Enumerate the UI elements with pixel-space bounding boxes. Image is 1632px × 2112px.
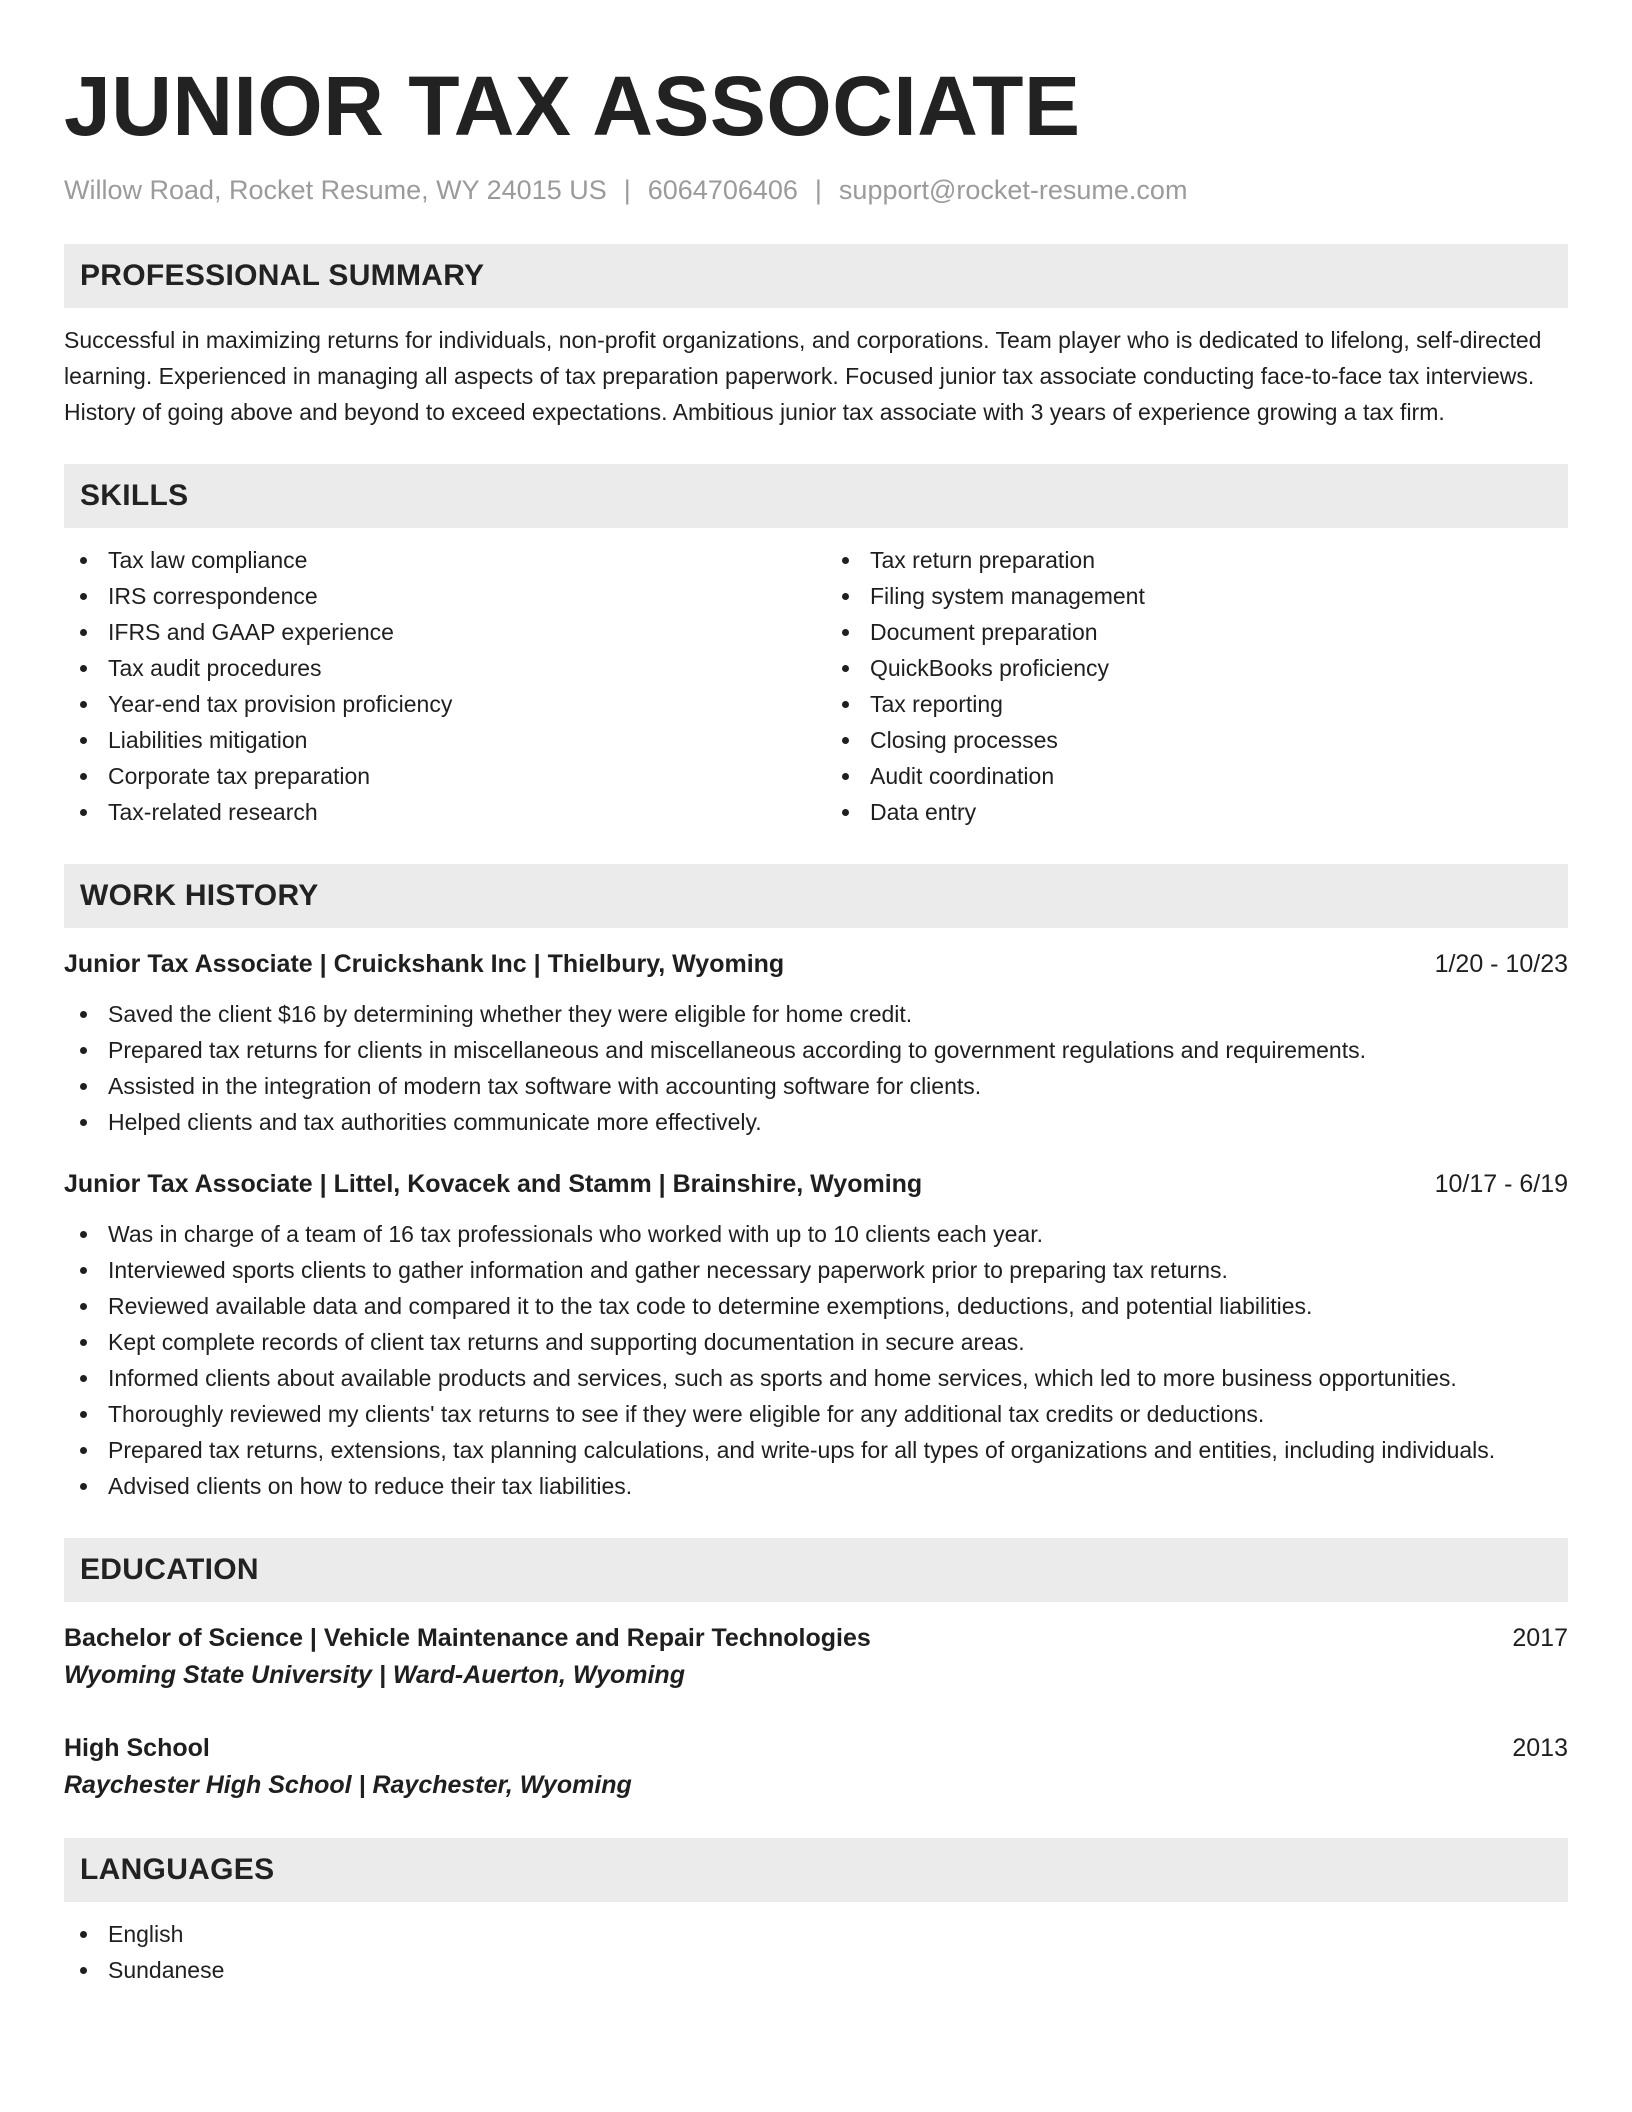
- job-bullet: Helped clients and tax authorities communicate more effectively.: [64, 1104, 1568, 1140]
- education-entry: [64, 1730, 1568, 1804]
- skill-item: Tax-related research: [64, 794, 806, 830]
- job-bullet: Informed clients about available products and services, such as sports and home services, which led to more business opportunities.: [64, 1360, 1568, 1396]
- skill-item: Year-end tax provision proficiency: [64, 686, 806, 722]
- skill-item: Tax audit procedures: [64, 650, 806, 686]
- contact-email: support@rocket-resume.com: [838, 175, 1188, 205]
- skill-item: Audit coordination: [826, 758, 1568, 794]
- job-bullet: Assisted in the integration of modern tax software with accounting software for clients.: [64, 1068, 1568, 1104]
- education-degree: High School: [64, 1734, 210, 1763]
- job-bullet: Was in charge of a team of 16 tax professionals who worked with up to 10 clients each year.: [64, 1216, 1568, 1252]
- resume-name: JUNIOR TAX ASSOCIATE: [64, 59, 1081, 153]
- job-entry: [64, 1166, 1568, 1504]
- job-bullet: Kept complete records of client tax returns and supporting documentation in secure areas.: [64, 1324, 1568, 1360]
- language-item: Sundanese: [64, 1952, 1568, 1988]
- job-title: Junior Tax Associate | Cruickshank Inc | Thielbury, Wyoming: [64, 950, 785, 979]
- job-entry: [64, 946, 1568, 1140]
- contact-phone: 6064706406: [647, 175, 798, 205]
- summary-text: Successful in maximizing returns for individuals, non-profit organizations, and corporations. Team player who is dedicated to lifelong, self-directed learning. Experienced in managing all aspects of tax preparation paperwork. Focused junior tax associate conducting face-to-face tax interviews. History of going above and beyond to exceed expectations. Ambitious junior tax associate with 3 years of experience growing a tax firm.: [64, 327, 1542, 426]
- languages-list: [64, 1916, 1568, 1988]
- job-bullet: Thoroughly reviewed my clients' tax returns to see if they were eligible for any additional tax credits or deductions.: [64, 1396, 1568, 1432]
- skill-item: Tax reporting: [826, 686, 1568, 722]
- job-dates: 1/20 - 10/23: [1434, 950, 1568, 979]
- skill-item: Data entry: [826, 794, 1568, 830]
- skill-item: Tax law compliance: [64, 542, 806, 578]
- language-item: English: [64, 1916, 1568, 1952]
- skill-item: QuickBooks proficiency: [826, 650, 1568, 686]
- job-bullet: Saved the client $16 by determining whether they were eligible for home credit.: [64, 996, 1568, 1032]
- job-bullet: Reviewed available data and compared it to the tax code to determine exemptions, deductions, and potential liabilities.: [64, 1288, 1568, 1324]
- job-bullets: [64, 1216, 1568, 1504]
- education-year: 2013: [1512, 1734, 1568, 1763]
- skill-item: Document preparation: [826, 614, 1568, 650]
- skill-item: IFRS and GAAP experience: [64, 614, 806, 650]
- section-heading-work-history: WORK HISTORY: [64, 864, 1568, 928]
- job-dates: 10/17 - 6/19: [1434, 1170, 1568, 1199]
- skill-item: Closing processes: [826, 722, 1568, 758]
- job-bullet: Advised clients on how to reduce their tax liabilities.: [64, 1468, 1568, 1504]
- contact-separator: |: [623, 175, 631, 205]
- skill-item: Liabilities mitigation: [64, 722, 806, 758]
- job-bullets: [64, 996, 1568, 1140]
- contact-separator: |: [814, 175, 822, 205]
- skill-item: IRS correspondence: [64, 578, 806, 614]
- education-header: [64, 1730, 1568, 1766]
- education-school: Raychester High School | Raychester, Wyoming: [64, 1771, 632, 1800]
- job-header: [64, 946, 1568, 982]
- job-title: Junior Tax Associate | Littel, Kovacek and Stamm | Brainshire, Wyoming: [64, 1170, 923, 1199]
- skills-list-left: [64, 542, 806, 830]
- section-heading-languages: LANGUAGES: [64, 1838, 1568, 1902]
- education-school: Wyoming State University | Ward-Auerton, Wyoming: [64, 1661, 685, 1690]
- contact-line: [64, 174, 1568, 206]
- contact-address: Willow Road, Rocket Resume, WY 24015 US: [64, 175, 607, 205]
- skill-item: Tax return preparation: [826, 542, 1568, 578]
- job-bullet: Interviewed sports clients to gather information and gather necessary paperwork prior to preparing tax returns.: [64, 1252, 1568, 1288]
- skill-item: Corporate tax preparation: [64, 758, 806, 794]
- job-bullet: Prepared tax returns for clients in miscellaneous and miscellaneous according to government regulations and requirements.: [64, 1032, 1568, 1068]
- education-degree: Bachelor of Science | Vehicle Maintenance and Repair Technologies: [64, 1624, 871, 1653]
- job-header: [64, 1166, 1568, 1202]
- job-bullet: Prepared tax returns, extensions, tax planning calculations, and write-ups for all types of organizations and entities, including individuals.: [64, 1432, 1568, 1468]
- languages-section: [64, 1838, 1568, 1988]
- skills-grid: [64, 542, 1568, 830]
- education-year: 2017: [1512, 1624, 1568, 1653]
- skill-item: Filing system management: [826, 578, 1568, 614]
- section-heading-summary: PROFESSIONAL SUMMARY: [64, 244, 1568, 308]
- section-heading-education: EDUCATION: [64, 1538, 1568, 1602]
- education-header: [64, 1620, 1568, 1656]
- skills-list-right: [826, 542, 1568, 830]
- education-entry: [64, 1620, 1568, 1694]
- section-heading-skills: SKILLS: [64, 464, 1568, 528]
